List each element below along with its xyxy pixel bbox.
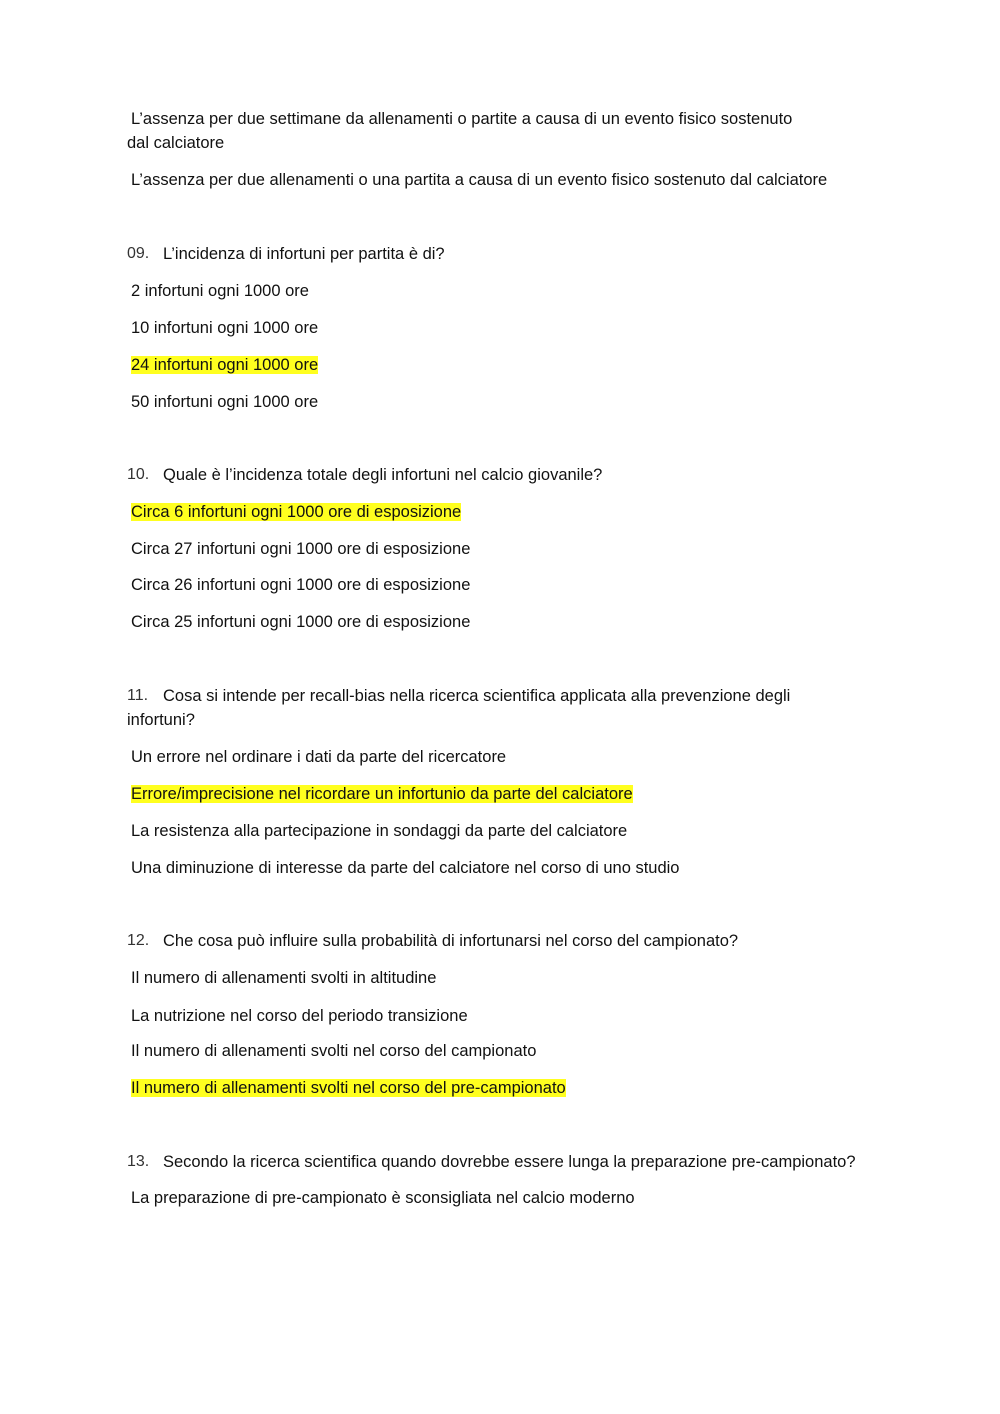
q12-option-4-correct	[131, 1076, 566, 1100]
q11-option-2-correct	[131, 782, 633, 806]
q12-option-3: Il numero di allenamenti svolti nel corso del campionato	[131, 1042, 537, 1060]
question-text-10: Quale è l’incidenza totale degli infortuni nel calcio giovanile?	[163, 466, 603, 484]
q11-option-4: Una diminuzione di interesse da parte del calciatore nel corso di uno studio	[131, 859, 680, 877]
question-number-13: 13.	[127, 1153, 150, 1170]
highlighted-answer: Circa 6 infortuni ogni 1000 ore di esposizione	[131, 503, 462, 521]
q10-option-1-correct	[131, 500, 461, 524]
q12-option-2: La nutrizione nel corso del periodo transizione	[131, 1007, 468, 1025]
q12-option-1: Il numero di allenamenti svolti in altitudine	[131, 969, 437, 987]
highlighted-answer: 24 infortuni ogni 1000 ore	[131, 356, 319, 374]
q10-option-3: Circa 26 infortuni ogni 1000 ore di esposizione	[131, 576, 471, 594]
question-number-12: 12.	[127, 932, 150, 949]
question-number-10: 10.	[127, 466, 150, 483]
question-text-11-line1: Cosa si intende per recall-bias nella ricerca scientifica applicata alla prevenzione degli	[163, 687, 791, 705]
q09-option-4: 50 infortuni ogni 1000 ore	[131, 393, 319, 411]
intro-option-a-line2: dal calciatore	[127, 134, 225, 152]
q09-option-2: 10 infortuni ogni 1000 ore	[131, 319, 319, 337]
q10-option-2: Circa 27 infortuni ogni 1000 ore di esposizione	[131, 540, 471, 558]
question-number-11: 11.	[127, 687, 149, 704]
question-number-09: 09.	[127, 245, 150, 262]
q09-option-3-correct	[131, 353, 318, 377]
question-text-13: Secondo la ricerca scientifica quando dovrebbe essere lunga la preparazione pre-campionato?	[163, 1153, 856, 1171]
q13-option-1: La preparazione di pre-campionato è sconsigliata nel calcio moderno	[131, 1189, 635, 1207]
q10-option-4: Circa 25 infortuni ogni 1000 ore di esposizione	[131, 613, 471, 631]
question-text-09: L’incidenza di infortuni per partita è di?	[163, 245, 445, 263]
highlighted-answer: Errore/imprecisione nel ricordare un infortunio da parte del calciatore	[131, 785, 633, 803]
intro-option-b: L’assenza per due allenamenti o una partita a causa di un evento fisico sostenuto dal calciatore	[131, 171, 828, 189]
question-text-11-line2: infortuni?	[127, 711, 195, 729]
q11-option-3: La resistenza alla partecipazione in sondaggi da parte del calciatore	[131, 822, 628, 840]
question-text-12: Che cosa può influire sulla probabilità di infortunarsi nel corso del campionato?	[163, 932, 739, 950]
q09-option-1: 2 infortuni ogni 1000 ore	[131, 282, 309, 300]
highlighted-answer: Il numero di allenamenti svolti nel corso del pre-campionato	[131, 1079, 566, 1097]
intro-option-a-line1: L’assenza per due settimane da allenamenti o partite a causa di un evento fisico sostenuto	[131, 110, 793, 128]
q11-option-1: Un errore nel ordinare i dati da parte del ricercatore	[131, 748, 507, 766]
